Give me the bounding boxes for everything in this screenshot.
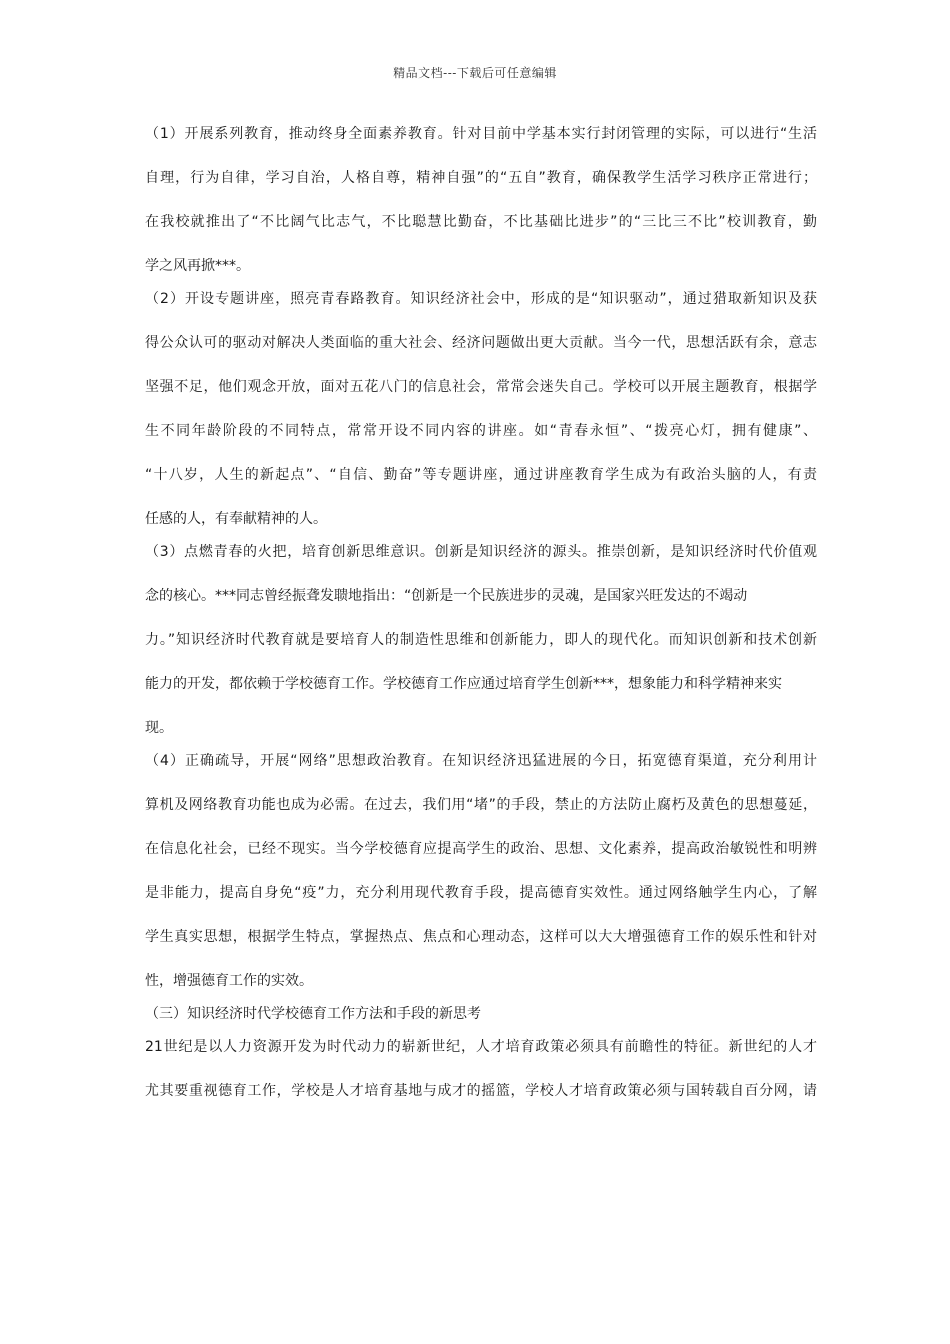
text-line: 21世纪是以人力资源开发为时代动力的崭新世纪，人才培育政策必须具有前瞻性的特征。新世纪的人才 <box>145 1039 817 1055</box>
text-line: 得公众认可的驱动对解决人类面临的重大社会、经济问题做出更大贡献。当今一代，思想活跃有余，意志 <box>145 335 817 351</box>
text-line: 念的核心。***同志曾经振聋发聩地指出：“创新是一个民族进步的灵魂，是国家兴旺发达的不竭动 <box>145 588 748 604</box>
paragraph-4 <box>145 752 817 990</box>
text-line: 生不同年龄阶段的不同特点，常常开设不同内容的讲座。如“青春永恒”、“拨亮心灯，拥有健康”、 <box>145 423 817 439</box>
paragraph-1 <box>145 125 817 275</box>
paragraph-3 <box>145 543 817 737</box>
paragraph-2 <box>145 290 817 528</box>
section-heading <box>145 1005 817 1023</box>
text-line: 力。”知识经济时代教育就是要培育人的制造性思维和创新能力，即人的现代化。而知识创新和技术创新 <box>145 632 817 648</box>
text-line: 尤其要重视德育工作，学校是人才培育基地与成才的摇篮，学校人才培育政策必须与国转载自百分网，请 <box>145 1083 817 1099</box>
text-line: 是非能力，提高自身免“疫”力，充分利用现代教育手段，提高德育实效性。通过网络触学生内心，了解 <box>145 885 817 901</box>
text-line: 任感的人，有奉献精神的人。 <box>145 511 327 527</box>
text-line: 现。 <box>145 720 173 736</box>
text-line: 在我校就推出了“不比阔气比志气，不比聪慧比勤奋，不比基础比进步”的“三比三不比”校训教育，勤 <box>145 214 817 230</box>
text-line: 能力的开发，都依赖于学校德育工作。学校德育工作应通过培育学生创新***，想象能力和科学精神来实 <box>145 676 782 692</box>
text-line: “十八岁，人生的新起点”、“自信、勤奋”等专题讲座，通过讲座教育学生成为有政治头脑的人，有责 <box>145 467 817 483</box>
text-line: 学之风再掀***。 <box>145 258 250 274</box>
section-heading-text: （三）知识经济时代学校德育工作方法和手段的新思考 <box>145 1006 481 1022</box>
text-line: 算机及网络教育功能也成为必需。在过去，我们用“堵”的手段，禁止的方法防止腐朽及黄色的思想蔓延， <box>145 797 817 813</box>
text-line: 在信息化社会，已经不现实。当今学校德育应提高学生的政治、思想、文化素养，提高政治敏锐性和明辨 <box>145 841 817 857</box>
paragraph-5 <box>145 1038 817 1100</box>
text-line: （3）点燃青春的火把，培育创新思维意识。创新是知识经济的源头。推崇创新，是知识经济时代价值观 <box>145 544 817 560</box>
text-line: （4）正确疏导，开展“网络”思想政治教育。在知识经济迅猛进展的今日，拓宽德育渠道，充分利用计 <box>145 753 817 769</box>
text-line: 自理，行为自律，学习自治，人格自尊，精神自强”的“五自”教育，确保教学生活学习秩序正常进行； <box>145 170 817 186</box>
text-line: （1）开展系列教育，推动终身全面素养教育。针对目前中学基本实行封闭管理的实际，可以进行“生活 <box>145 126 817 142</box>
text-line: 学生真实思想，根据学生特点，掌握热点、焦点和心理动态，这样可以大大增强德育工作的娱乐性和针对 <box>145 929 817 945</box>
page-header: 精品文档---下载后可任意编辑 <box>393 66 557 80</box>
document-body <box>145 125 817 1115</box>
text-line: （2）开设专题讲座，照亮青春路教育。知识经济社会中，形成的是“知识驱动”，通过猎取新知识及获 <box>145 291 817 307</box>
text-line: 坚强不足，他们观念开放，面对五花八门的信息社会，常常会迷失自己。学校可以开展主题教育，根据学 <box>145 379 817 395</box>
text-line: 性，增强德育工作的实效。 <box>145 973 313 989</box>
